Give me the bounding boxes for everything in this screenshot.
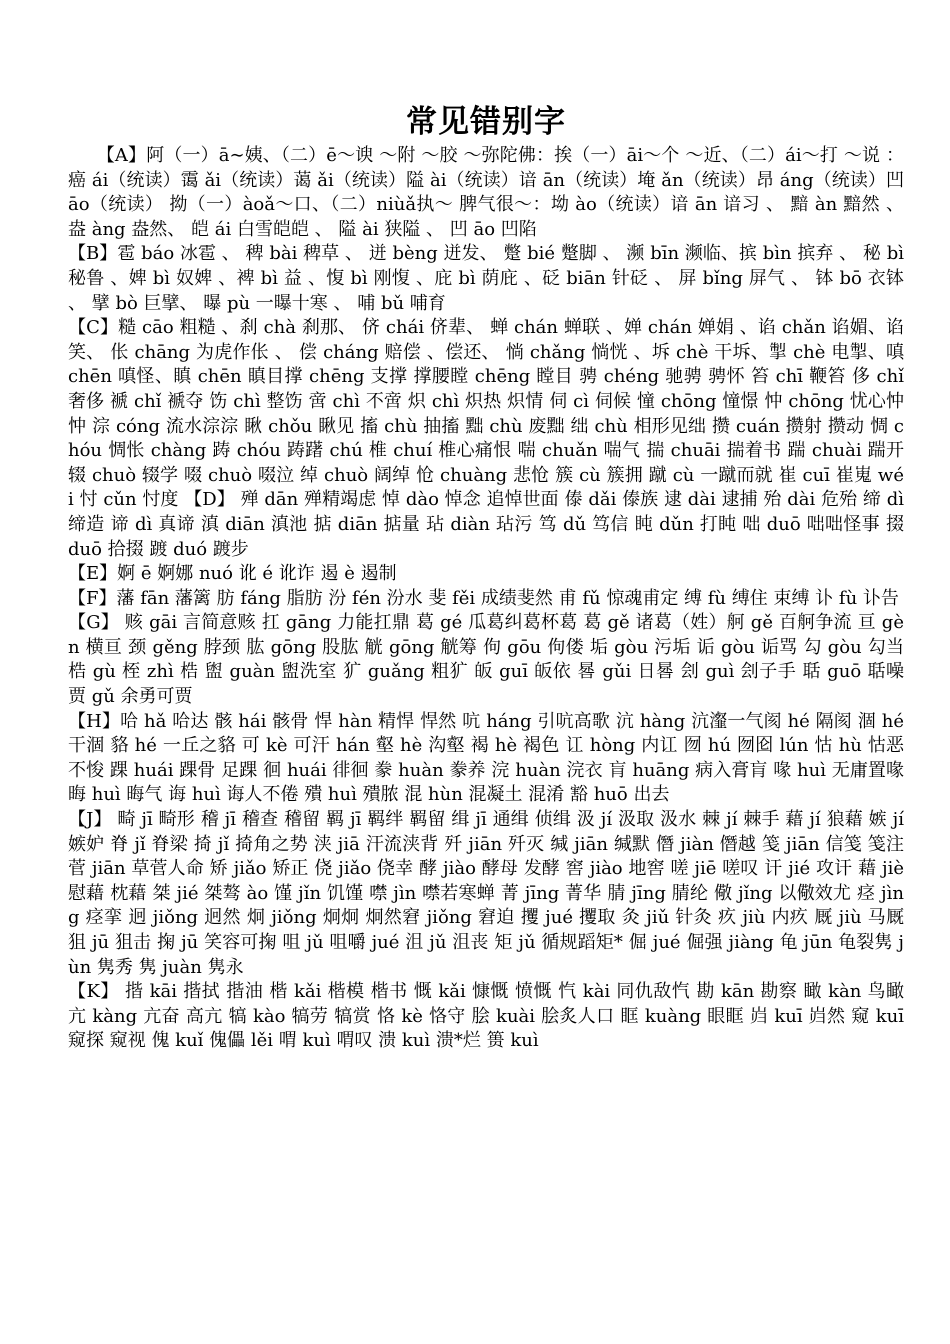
section-f-paragraph: 【F】藩 fān 藩篱 肪 fáng 脂肪 汾 fén 汾水 斐 fěi 成绩斐然 甫 fǔ 惊魂甫定 缚 fù 缚住 束缚 讣 fù 讣告 [68, 587, 899, 609]
document-body [68, 144, 904, 1054]
section-j-paragraph: 【J】 畸 jī 畸形 稽 jī 稽查 稽留 羁 jī 羁绊 羁留 缉 jī 通缉 侦缉 汲 jí 汲取 汲水 棘 jí 棘手 藉 jí 狼藉 嫉 jí 嫉妒 脊 jǐ 脊梁 掎 jǐ 掎角之势 浃 jiā 汗流浃背 歼 jiān 歼灭 缄 jiān 缄默 僭 jiàn 僭越 笺 jiān 信笺 笺注 菅 jiān 草菅人命 矫 jiǎo 矫正 侥 jiǎo 侥幸 酵 jiào 酵母 发酵 窖 jiào 地窖 嗟 jiē 嗟叹 讦 jié 攻讦 藉 jiè 慰藉 枕藉 桀 jié 桀骜 ào 馑 jǐn 饥馑 噤 jìn 噤若寒蝉 菁 jīng 菁华 腈 jīng 腈纶 儆 jǐng 以儆效尤 痉 jìng 痉挛 迥 jiǒng 迥然 炯 jiǒng 炯炯 炯然窘 jiǒng 窘迫 攫 jué 攫取 灸 jiǔ 针灸 疚 jiù 内疚 厩 jiù 马厩 狙 jū 狙击 掬 jū 笑容可掬 咀 jǔ 咀嚼 jué 沮 jǔ 沮丧 矩 jǔ 循规蹈矩* 倔 jué 倔强 jiàng 龟 jūn 龟裂隽 jùn 隽秀 隽 juàn 隽永 [68, 809, 904, 978]
section-a-paragraph: 【A】阿（一）ā∼姨、（二）ē～谀 ～附 ～胶 ～弥陀佛：挨（一）āi～个 ～近、（二）ái～打 ～说 ：癌 ái（统读）霭 ǎi（统读）蔼 ǎi（统读）隘 ài（统读）谙 ān（统读）埯 ǎn（统读）昂 áng（统读）凹 āo（统读） 拗（一）àoǎ～口、（二）niùǎ执～ 脾气很～：坳 ào（统读）谙 ān 谙习 、 黯 àn 黯然 、 盎 àng 盎然、 皑 ái 白雪皑皑 、 隘 ài 狭隘 、 凹 āo 凹陷 [68, 145, 904, 240]
page-title: 常见错别字 [406, 104, 566, 140]
section-g-paragraph: 【G】 赅 gāi 言简意赅 扛 gāng 力能扛鼎 葛 gé 瓜葛纠葛杯葛 葛 gě 诸葛（姓）舸 gě 百舸争流 亘 gèn 横亘 颈 gěng 脖颈 肱 gōng 股肱 觥 gōng 觥筹 佝 gōu 佝偻 垢 gòu 污垢 诟 gòu 诟骂 勾 gòu 勾当 梏 gù 桎 zhì 梏 盥 guàn 盥洗室 犷 guǎng 粗犷 皈 guī 皈依 晷 gǔi 日晷 刽 guì 刽子手 聒 guō 聒噪 贾 gǔ 余勇可贾 [68, 612, 904, 708]
section-c-d-paragraph: 【C】糙 cāo 粗糙 、刹 chà 刹那、 侪 chái 侪辈、 蝉 chán 蝉联 、婵 chán 婵娟 、谄 chǎn 谄媚、谄笑、 伥 chāng 为虎作伥 、 偿 cháng 赔偿 、偿还、 惝 chǎng 惝恍 、坼 chè 干坼、掣 chè 电掣、嗔 chēn 嗔怪、瞋 chēn 瞋目撑 chēng 支撑 撑腰瞠 chēng 瞠目 骋 chéng 驰骋 骋怀 笞 chī 鞭笞 侈 chǐ 奢侈 褫 chǐ 褫夺 饬 chì 整饬 啻 chì 不啻 炽 chì 炽热 炽情 伺 cì 伺候 憧 chōng 憧憬 忡 chōng 忧心忡忡 淙 cóng 流水淙淙 瞅 chǒu 瞅见 搐 chù 抽搐 黜 chù 废黜 绌 chù 相形见绌 攒 cuán 攒射 攒动 惆 chóu 惆怅 chàng 踌 chóu 踌躇 chú 椎 chuí 椎心痛恨 喘 chuǎn 喘气 揣 chuāi 揣着书 踹 chuài 踹开 辍 chuò 辍学 啜 chuò 啜泣 绰 chuò 阔绰 怆 chuàng 悲怆 簇 cù 簇拥 蹴 cù 一蹴而就 崔 cuī 崔嵬 wéi 忖 cǔn 忖度 【D】 殚 dān 殚精竭虑 悼 dào 悼念 追悼世面 傣 dǎi 傣族 逮 dài 逮捕 殆 dài 危殆 缔 dì 缔造 谛 dì 真谛 滇 diān 滇池 掂 diān 掂量 玷 diàn 玷污 笃 dǔ 笃信 盹 dǔn 打盹 咄 duō 咄咄怪事 掇 duō 拾掇 踱 duó 踱步 [68, 317, 905, 560]
document-page [68, 0, 904, 1054]
section-h-paragraph: 【H】哈 hǎ 哈达 骸 hái 骸骨 悍 hàn 精悍 悍然 吭 háng 引吭高歌 沆 hàng 沆瀣一气阂 hé 隔阂 涸 hé 干涸 貉 hé 一丘之貉 可 kè 可汗 hán 壑 hè 沟壑 褐 hè 褐色 讧 hòng 内讧 囫 hú 囫囵 lún 怙 hù 怙恶不悛 踝 huái 踝骨 足踝 徊 huái 徘徊 豢 huàn 豢养 浣 huàn 浣衣 肓 huāng 病入膏肓 喙 huì 无庸置喙 晦 huì 晦气 诲 huì 诲人不倦 殨 huì 殨脓 混 hùn 混凝土 混淆 豁 huō 出去 [68, 710, 904, 806]
section-e-paragraph: 【E】婀 ē 婀娜 nuó 讹 é 讹诈 遏 è 遏制 [68, 563, 397, 585]
section-k-paragraph: 【K】 揩 kāi 揩拭 揩油 楷 kǎi 楷模 楷书 慨 kǎi 慷慨 愤慨 忾 kài 同仇敌忾 勘 kān 勘察 瞰 kàn 鸟瞰 亢 kàng 亢奋 高亢 犒 kào 犒劳 犒赏 恪 kè 恪守 脍 kuài 脍炙人口 眶 kuàng 眼眶 岿 kuī 岿然 窥 kuī 窥探 窥视 傀 kuǐ 傀儡 lěi 喟 kuì 喟叹 溃 kuì 溃*烂 篑 kuì [68, 981, 904, 1052]
section-b-paragraph: 【B】雹 báo 冰雹 、 稗 bài 稗草 、 迸 bèng 迸发、 蹩 bié 蹩脚 、 濒 bīn 濒临、摈 bìn 摈弃 、 秘 bì 秘鲁 、婢 bì 奴婢 、裨 bì 益 、愎 bì 刚愎 、庇 bì 荫庇 、砭 biān 针砭 、 屏 bǐng 屏气 、 钵 bō 衣钵 、 擘 bò 巨擘、 曝 pù 一曝十寒 、 哺 bǔ 哺育 [68, 243, 904, 314]
